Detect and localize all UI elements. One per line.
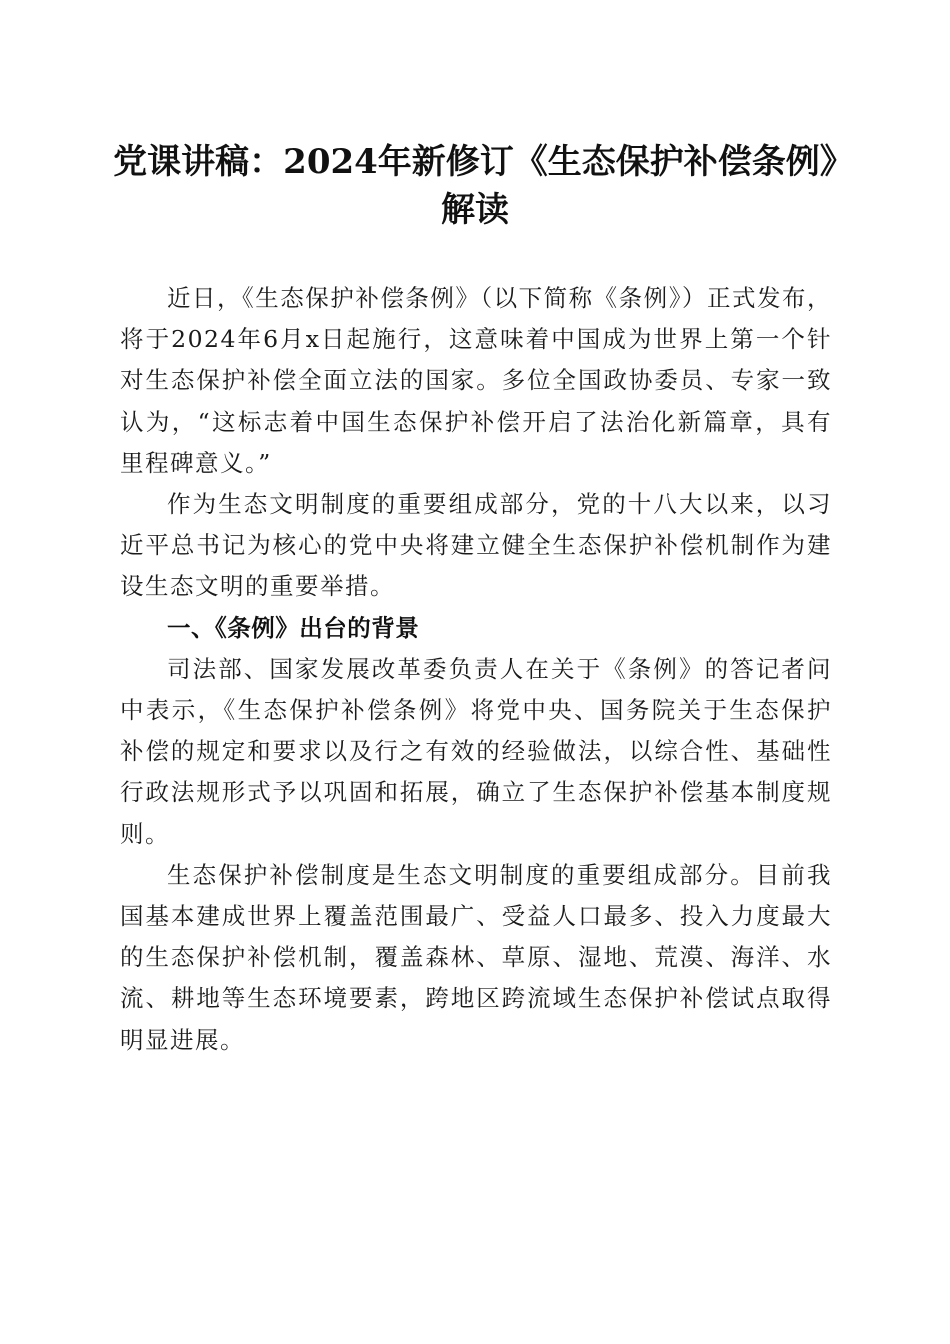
paragraph-context: 作为生态文明制度的重要组成部分，党的十八大以来，以习近平总书记为核心的党中央将建立健全生态保护补偿机制作为建设生态文明的重要举措。 (120, 490, 832, 601)
document-title: 党课讲稿：2024年新修订《生态保护补偿条例》解读 (113, 142, 837, 230)
paragraph-progress: 生态保护补偿制度是生态文明制度的重要组成部分。目前我国基本建成世界上覆盖范围最广、受益人口最多、投入力度最大的生态保护补偿机制，覆盖森林、草原、湿地、荒漠、海洋、水流、耕地等生态环境要素，跨地区跨流域生态保护补偿试点取得明显进展。 (120, 860, 832, 1054)
section-heading: 一、《条例》出台的背景 (167, 613, 420, 642)
paragraph-background: 司法部、国家发展改革委负责人在关于《条例》的答记者问中表示，《生态保护补偿条例》将党中央、国务院关于生态保护补偿的规定和要求以及行之有效的经验做法，以综合性、基础性行政法规形式予以巩固和拓展，确立了生态保护补偿基本制度规则。 (120, 654, 832, 848)
document-body (120, 278, 832, 1061)
paragraph-intro: 近日，《生态保护补偿条例》（以下简称《条例》）正式发布，将于2024年6月x日起施行，这意味着中国成为世界上第一个针对生态保护补偿全面立法的国家。多位全国政协委员、专家一致认为，“这标志着中国生态保护补偿开启了法治化新篇章，具有里程碑意义。” (120, 284, 832, 477)
